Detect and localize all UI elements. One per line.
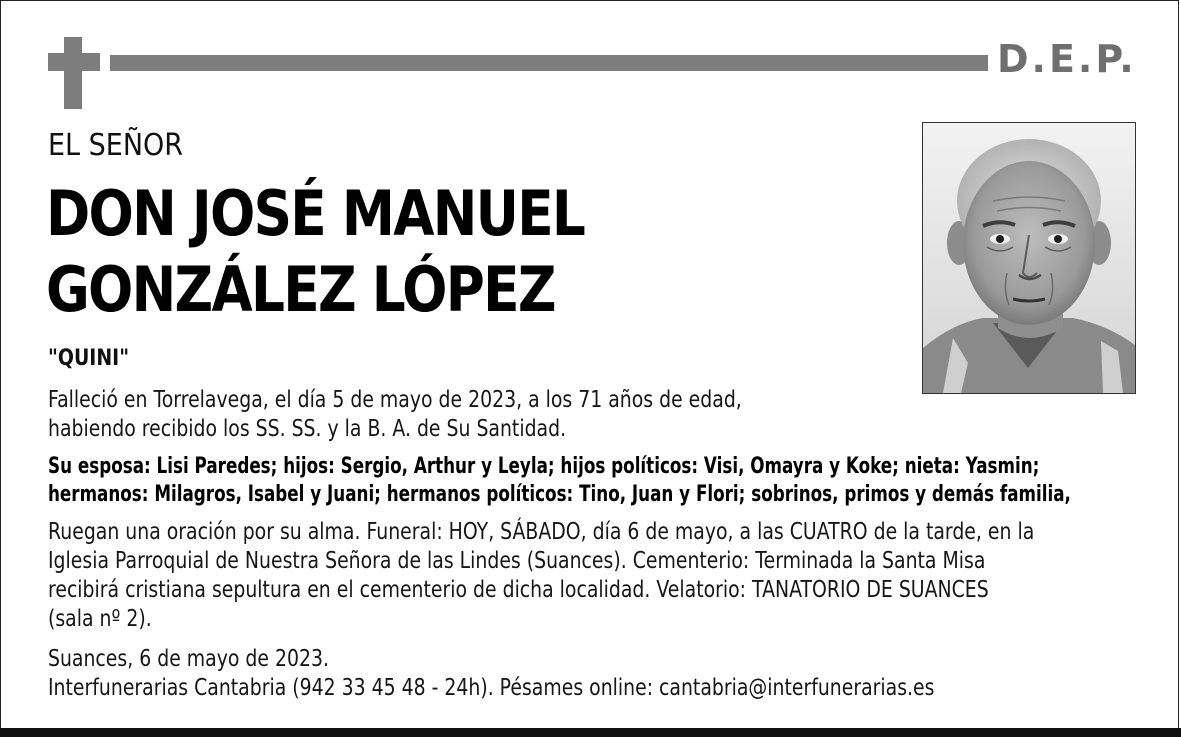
death-line-2: habiendo recibido los SS. SS. y la B. A. de Su Santidad. [48,416,567,442]
funeral-home-contact: Interfunerarias Cantabria (942 33 45 48 - 24h). Pésames online: cantabria@interfunerarias.es [48,675,935,701]
place-date: Suances, 6 de mayo de 2023. [48,646,329,672]
dep-label: D.E.P. [997,37,1137,81]
name-line-1: DON JOSÉ MANUEL [46,177,585,250]
deceased-name [46,176,584,328]
funeral-line-3: recibirá cristiana sepultura en el cementerio de dicha localidad. Velatorio: TANATORIO DE SUANCES [48,577,989,603]
death-notice [48,386,742,444]
header-rule [110,55,988,71]
portrait-photo [922,122,1136,394]
funeral-line-1: Ruegan una oración por su alma. Funeral: HOY, SÁBADO, día 6 de mayo, a las CUATRO de la tarde, en la [48,519,1035,545]
family-line-2: hermanos: Milagros, Isabel y Juani; hermanos políticos: Tino, Juan y Flori; sobrinos, primos y demás familia, [48,482,1071,507]
name-line-2: GONZÁLEZ LÓPEZ [46,253,555,326]
funeral-line-2: Iglesia Parroquial de Nuestra Señora de las Lindes (Suances). Cementerio: Terminada la Santa Misa [48,548,986,574]
nickname: "QUINI" [48,346,130,371]
bottom-border [0,728,1181,737]
cross-icon [48,37,100,109]
honorific: EL SEÑOR [48,128,184,163]
funeral-details [48,518,1034,634]
death-line-1: Falleció en Torrelavega, el día 5 de mayo de 2023, a los 71 años de edad, [48,387,742,413]
family-list [48,453,1071,509]
closing-info [48,645,934,703]
funeral-line-4: (sala nº 2). [48,606,152,632]
family-line-1: Su esposa: Lisi Paredes; hijos: Sergio, Arthur y Leyla; hijos políticos: Visi, Omayra y Koke; nieta: Yasmin; [48,454,1040,479]
